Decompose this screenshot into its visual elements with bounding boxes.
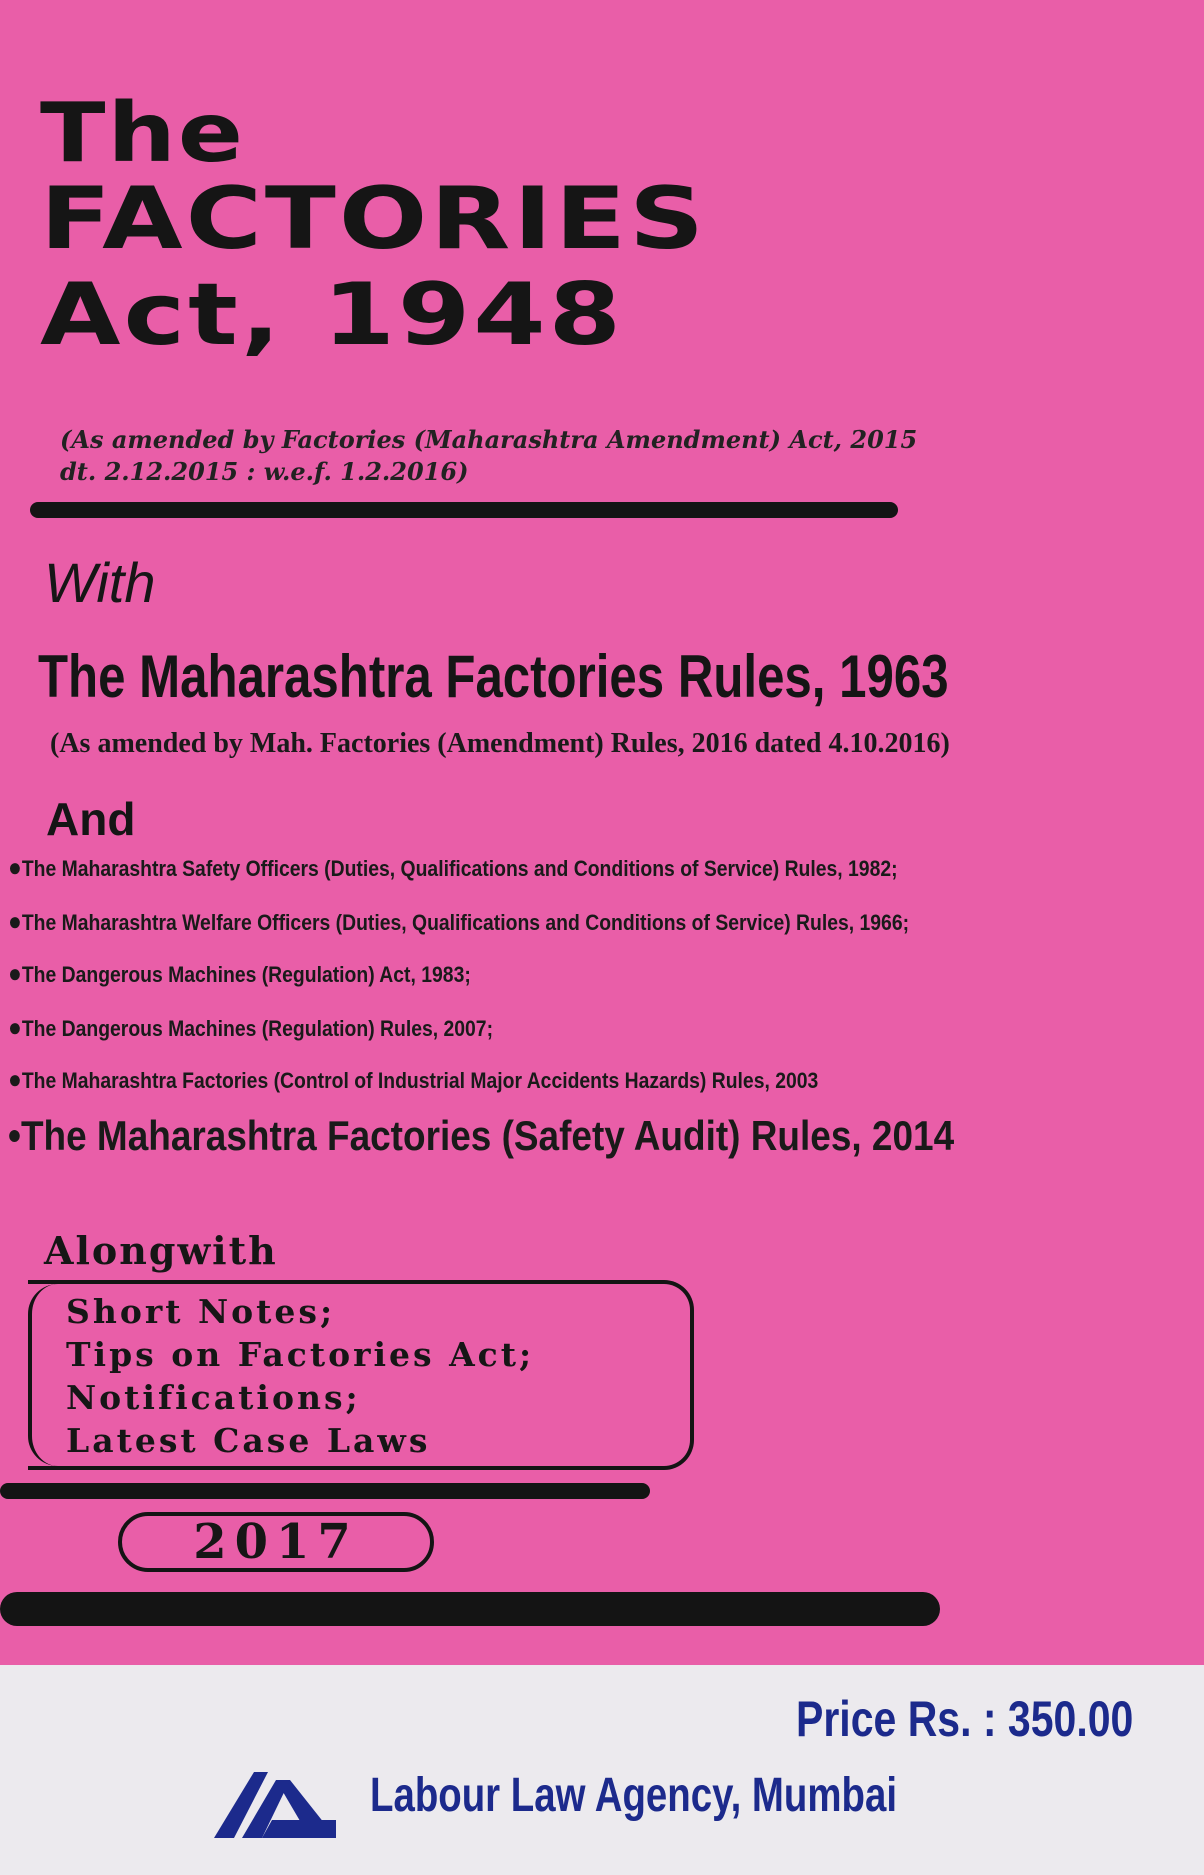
list-item: •The Maharashtra Factories (Safety Audit) Rules, 2014 bbox=[8, 1112, 955, 1159]
list-item: ●The Dangerous Machines (Regulation) Act, 1983; bbox=[8, 958, 471, 988]
list-item: Short Notes; bbox=[66, 1292, 336, 1331]
rules-title: The Maharashtra Factories Rules, 1963 bbox=[38, 643, 949, 710]
rules-amendment-note: (As amended by Mah. Factories (Amendment) Rules, 2016 dated 4.10.2016) bbox=[50, 728, 950, 759]
act-amendment-line-2: dt. 2.12.2015 : w.e.f. 1.2.2016) bbox=[60, 457, 469, 486]
divider-bar bbox=[0, 1483, 650, 1499]
title-line-the: The bbox=[40, 85, 245, 181]
list-item: Tips on Factories Act; bbox=[66, 1335, 535, 1374]
list-item: ●The Dangerous Machines (Regulation) Rules, 2007; bbox=[8, 1012, 494, 1042]
title-line-act: Act, 1948 bbox=[40, 264, 625, 365]
publisher-logo-icon bbox=[214, 1768, 336, 1838]
act-amendment-line-1: (As amended by Factories (Maharashtra Amendment) Act, 2015 bbox=[60, 425, 918, 454]
list-item: ●The Maharashtra Welfare Officers (Duties, Qualifications and Conditions of Service) Rules, 1966; bbox=[8, 906, 910, 936]
edition-year: 2017 bbox=[118, 1512, 434, 1572]
alongwith-label: Alongwith bbox=[44, 1228, 278, 1273]
act-amendment-note bbox=[60, 424, 1020, 488]
list-item: Notifications; bbox=[66, 1378, 361, 1417]
price-label: Price Rs. : 350.00 bbox=[796, 1691, 1134, 1747]
with-label: With bbox=[44, 551, 156, 614]
list-item: Latest Case Laws bbox=[66, 1421, 431, 1460]
extras-list bbox=[66, 1290, 534, 1462]
and-label: And bbox=[46, 793, 136, 845]
list-item: ●The Maharashtra Factories (Control of Industrial Major Accidents Hazards) Rules, 2003 bbox=[8, 1064, 819, 1094]
divider-bar bbox=[30, 502, 898, 518]
publisher-name: Labour Law Agency, Mumbai bbox=[370, 1769, 897, 1822]
divider-bar bbox=[0, 1592, 940, 1626]
list-item: ●The Maharashtra Safety Officers (Duties, Qualifications and Conditions of Service) Rules, 1982; bbox=[8, 852, 898, 882]
extras-frame-corner bbox=[28, 1284, 62, 1466]
title-line-factories: FACTORIES bbox=[40, 168, 707, 269]
